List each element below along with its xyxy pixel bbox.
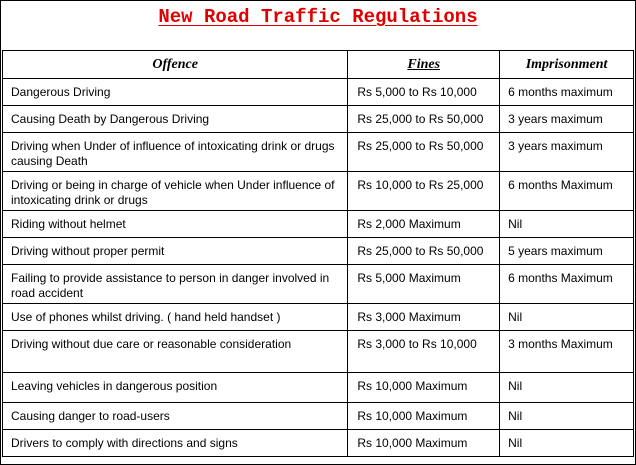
fine-cell: Rs 3,000 Maximum xyxy=(348,304,500,331)
table-row xyxy=(3,79,634,106)
imprisonment-cell: Nil xyxy=(500,430,634,457)
offence-cell: Leaving vehicles in dangerous position xyxy=(3,373,348,403)
header-imprisonment: Imprisonment xyxy=(500,51,634,79)
imprisonment-cell: 3 years maximum xyxy=(500,133,634,172)
imprisonment-cell: 6 months Maximum xyxy=(500,265,634,304)
fine-cell: Rs 5,000 Maximum xyxy=(348,265,500,304)
table-row xyxy=(3,133,634,172)
table-row xyxy=(3,106,634,133)
table-row xyxy=(3,373,634,403)
table-row xyxy=(3,211,634,238)
fine-cell: Rs 25,000 to Rs 50,000 xyxy=(348,133,500,172)
fine-cell: Rs 5,000 to Rs 10,000 xyxy=(348,79,500,106)
fine-cell: Rs 10,000 Maximum xyxy=(348,373,500,403)
offence-cell: Causing Death by Dangerous Driving xyxy=(3,106,348,133)
imprisonment-cell: 3 years maximum xyxy=(500,106,634,133)
fine-cell: Rs 10,000 Maximum xyxy=(348,403,500,430)
fine-cell: Rs 25,000 to Rs 50,000 xyxy=(348,238,500,265)
fine-cell: Rs 3,000 to Rs 10,000 xyxy=(348,331,500,373)
offence-cell: Driving without due care or reasonable consideration xyxy=(3,331,348,373)
header-offence: Offence xyxy=(3,51,348,79)
imprisonment-cell: Nil xyxy=(500,403,634,430)
imprisonment-cell: Nil xyxy=(500,211,634,238)
fine-cell: Rs 10,000 to Rs 25,000 xyxy=(348,172,500,211)
fine-cell: Rs 25,000 to Rs 50,000 xyxy=(348,106,500,133)
regulations-table xyxy=(2,50,634,457)
table-row xyxy=(3,238,634,265)
offence-cell: Riding without helmet xyxy=(3,211,348,238)
offence-cell: Driving or being in charge of vehicle when Under influence of intoxicating drink or drugs xyxy=(3,172,348,211)
table-row xyxy=(3,265,634,304)
page-title xyxy=(0,6,636,28)
imprisonment-cell: 6 months Maximum xyxy=(500,172,634,211)
table-row xyxy=(3,430,634,457)
table-row xyxy=(3,304,634,331)
header-fines-label: Fines xyxy=(407,56,441,72)
imprisonment-cell: Nil xyxy=(500,373,634,403)
offence-cell: Driving without proper permit xyxy=(3,238,348,265)
imprisonment-cell: 6 months maximum xyxy=(500,79,634,106)
offence-cell: Drivers to comply with directions and signs xyxy=(3,430,348,457)
offence-cell: Use of phones whilst driving. ( hand held handset ) xyxy=(3,304,348,331)
fine-cell: Rs 10,000 Maximum xyxy=(348,430,500,457)
fine-cell: Rs 2,000 Maximum xyxy=(348,211,500,238)
header-fines xyxy=(348,51,500,79)
offence-cell: Driving when Under of influence of intoxicating drink or drugs causing Death xyxy=(3,133,348,172)
header-row xyxy=(3,51,634,79)
offence-cell: Failing to provide assistance to person in danger involved in road accident xyxy=(3,265,348,304)
table-row xyxy=(3,403,634,430)
table-row xyxy=(3,331,634,373)
offence-cell: Dangerous Driving xyxy=(3,79,348,106)
imprisonment-cell: 3 months Maximum xyxy=(500,331,634,373)
imprisonment-cell: Nil xyxy=(500,304,634,331)
table-row xyxy=(3,172,634,211)
title-text: New Road Traffic Regulations xyxy=(158,6,478,28)
offence-cell: Causing danger to road-users xyxy=(3,403,348,430)
imprisonment-cell: 5 years maximum xyxy=(500,238,634,265)
